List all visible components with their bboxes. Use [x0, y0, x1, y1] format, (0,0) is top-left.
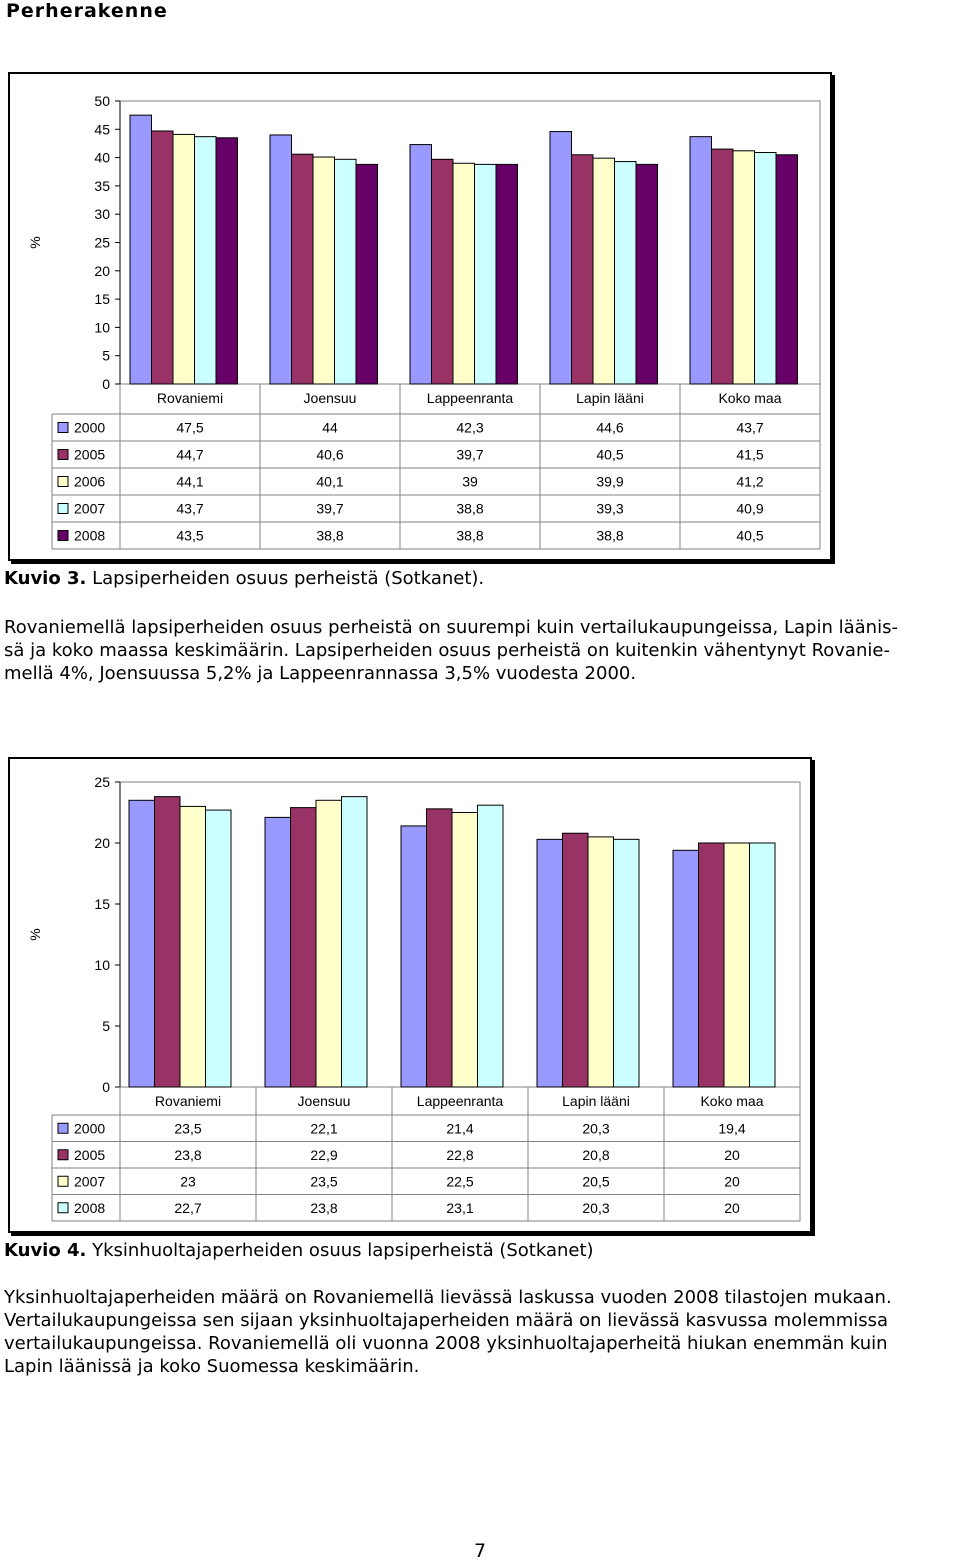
bar-2007-3 — [588, 837, 614, 1087]
figure4-paragraph-line: Vertailukaupungeissa sen sijaan yksinhuoltajaperheiden määrä on lievässä kasvussa molemmissa — [4, 1310, 889, 1331]
data-label: 23,5 — [310, 1173, 338, 1190]
data-label: 39,7 — [316, 500, 344, 517]
y-tick-label: 25 — [94, 234, 110, 251]
figure4-caption-label: Kuvio 4. — [4, 1240, 87, 1261]
y-tick-label: 0 — [102, 1079, 110, 1095]
data-label: 22,1 — [310, 1120, 338, 1137]
bar-2008-2 — [496, 164, 518, 384]
bar-2007-2 — [452, 813, 478, 1088]
bar-2006-3 — [593, 158, 615, 384]
bar-2007-2 — [475, 164, 497, 384]
data-label: 38,8 — [456, 527, 484, 544]
data-label: 38,8 — [316, 527, 344, 544]
category-label: Rovaniemi — [156, 390, 224, 406]
legend-label: 2007 — [74, 1173, 106, 1190]
data-label: 40,5 — [596, 446, 624, 463]
bar-2007-4 — [724, 843, 750, 1087]
figure4-caption-text: Yksinhuoltajaperheiden osuus lapsiperheistä (Sotkanet) — [86, 1240, 594, 1261]
data-label: 23,8 — [310, 1199, 338, 1216]
data-label: 38,8 — [596, 527, 624, 544]
data-label: 19,4 — [718, 1120, 746, 1137]
data-label: 20 — [724, 1199, 740, 1216]
bar-2005-3 — [572, 155, 594, 384]
data-label: 43,7 — [176, 500, 204, 517]
legend-label: 2007 — [74, 500, 106, 517]
bar-2000-1 — [265, 817, 291, 1087]
data-label: 40,6 — [316, 446, 344, 463]
legend-label: 2005 — [74, 446, 106, 463]
y-tick-label: 5 — [102, 347, 110, 364]
category-label: Joensuu — [303, 390, 357, 406]
bar-2007-0 — [195, 137, 217, 384]
bar-2006-2 — [453, 163, 475, 384]
data-label: 23 — [180, 1173, 196, 1190]
data-label: 20 — [724, 1146, 740, 1163]
data-label: 22,5 — [446, 1173, 474, 1190]
category-label: Lapin lääni — [576, 390, 644, 406]
bar-2005-1 — [291, 808, 317, 1087]
legend-label: 2000 — [74, 419, 106, 436]
bar-2007-1 — [335, 159, 357, 384]
legend-key-2000 — [58, 423, 68, 433]
bar-2000-2 — [401, 826, 427, 1087]
y-tick-label: 50 — [94, 93, 110, 109]
legend-key-2005 — [58, 450, 68, 460]
bar-2000-1 — [270, 135, 292, 384]
data-label: 39,7 — [456, 446, 484, 463]
legend-key-2006 — [58, 477, 68, 487]
legend-key-2008 — [58, 531, 68, 541]
figure4-paragraph-line: Yksinhuoltajaperheiden määrä on Rovaniemellä lievässä laskussa vuoden 2008 tilastojen mukaan. — [4, 1287, 892, 1308]
category-label: Lapin lääni — [562, 1093, 630, 1109]
y-tick-label: 0 — [102, 376, 110, 392]
y-axis-title: % — [27, 928, 43, 941]
bar-2000-0 — [130, 115, 152, 384]
legend-key-2005 — [58, 1150, 68, 1160]
bar-2007-1 — [316, 800, 342, 1087]
data-label: 44,7 — [176, 446, 204, 463]
bar-2008-2 — [478, 805, 504, 1087]
y-tick-label: 20 — [94, 262, 110, 279]
chart-lapsiperheet-svg — [10, 74, 830, 559]
data-label: 21,4 — [446, 1120, 474, 1137]
legend-label: 2005 — [74, 1146, 106, 1163]
data-label: 20,5 — [582, 1173, 610, 1190]
bar-2005-1 — [292, 154, 314, 384]
data-label: 44 — [322, 419, 338, 436]
data-label: 22,7 — [174, 1199, 202, 1216]
bar-2008-3 — [614, 839, 640, 1087]
category-label: Lappeenranta — [426, 390, 514, 406]
bar-2005-2 — [427, 809, 453, 1087]
data-label: 20,3 — [582, 1120, 610, 1137]
bar-2008-1 — [342, 797, 368, 1087]
bar-2005-3 — [563, 833, 589, 1087]
bar-2007-3 — [615, 162, 637, 384]
data-label: 22,9 — [310, 1146, 338, 1163]
figure3-caption-label: Kuvio 3. — [4, 568, 87, 589]
category-label: Lappeenranta — [416, 1093, 504, 1109]
y-tick-label: 45 — [94, 121, 110, 138]
legend-key-2008 — [58, 1203, 68, 1213]
bar-2008-0 — [206, 810, 232, 1087]
bar-2006-1 — [313, 157, 335, 384]
data-label: 44,6 — [596, 419, 624, 436]
y-tick-label: 15 — [94, 291, 110, 308]
figure3-caption-text: Lapsiperheiden osuus perheistä (Sotkanet). — [86, 568, 485, 589]
legend-label: 2008 — [74, 1199, 106, 1216]
category-label: Rovaniemi — [154, 1093, 222, 1109]
bar-2007-4 — [755, 153, 777, 384]
bar-2006-0 — [173, 134, 195, 384]
bar-2000-4 — [690, 137, 712, 384]
figure4-caption — [4, 1240, 594, 1261]
figure4-paragraph-line: vertailukaupungeissa. Rovaniemellä oli vuonna 2008 yksinhuoltajaperheitä hiukan enemmän kuin — [4, 1333, 888, 1354]
data-label: 22,8 — [446, 1146, 474, 1163]
bar-2005-0 — [155, 797, 181, 1087]
data-label: 20,8 — [582, 1146, 610, 1163]
y-tick-label: 10 — [94, 319, 110, 336]
y-tick-label: 20 — [94, 835, 110, 851]
figure3-paragraph-line: mellä 4%, Joensuussa 5,2% ja Lappeenrannassa 3,5% vuodesta 2000. — [4, 663, 637, 684]
bar-2006-4 — [733, 151, 755, 384]
chart-yksinhuoltajat — [8, 757, 812, 1233]
data-label: 23,8 — [174, 1146, 202, 1163]
data-label: 38,8 — [456, 500, 484, 517]
bar-2000-3 — [550, 132, 572, 384]
data-label: 39 — [462, 473, 478, 490]
y-tick-label: 40 — [94, 149, 110, 166]
data-label: 40,1 — [316, 473, 344, 490]
bar-2000-3 — [537, 839, 563, 1087]
bar-2007-0 — [180, 806, 206, 1087]
y-axis-title: % — [27, 236, 43, 249]
figure3-paragraph-line: sä ja koko maassa keskimäärin. Lapsiperheiden osuus perheistä on kuitenkin vähentynyt Rovanie- — [4, 640, 890, 661]
bar-2005-0 — [152, 131, 174, 384]
data-label: 39,9 — [596, 473, 624, 490]
data-label: 43,5 — [176, 527, 204, 544]
bar-2005-2 — [432, 159, 454, 384]
chart-lapsiperheet — [8, 72, 832, 561]
figure4-paragraph-line: Lapin läänissä ja koko Suomessa keskimäärin. — [4, 1356, 420, 1377]
data-label: 42,3 — [456, 419, 484, 436]
bar-2008-1 — [356, 164, 378, 384]
legend-label: 2006 — [74, 473, 106, 490]
data-label: 43,7 — [736, 419, 764, 436]
data-label: 23,1 — [446, 1199, 474, 1216]
figure4-paragraph — [4, 1286, 958, 1378]
bar-2008-0 — [216, 138, 238, 384]
figure3-paragraph-line: Rovaniemellä lapsiperheiden osuus perheistä on suurempi kuin vertailukaupungeissa, Lapin läänis- — [4, 617, 898, 638]
y-tick-label: 10 — [94, 957, 110, 973]
figure3-paragraph — [4, 616, 958, 685]
y-tick-label: 35 — [94, 177, 110, 194]
bar-2000-4 — [673, 850, 699, 1087]
page-number: 7 — [473, 1540, 487, 1562]
data-label: 40,5 — [736, 527, 764, 544]
bar-2008-4 — [750, 843, 776, 1087]
legend-key-2000 — [58, 1123, 68, 1133]
data-label: 40,9 — [736, 500, 764, 517]
data-label: 23,5 — [174, 1120, 202, 1137]
y-tick-label: 5 — [102, 1018, 110, 1034]
y-tick-label: 25 — [94, 774, 110, 790]
legend-label: 2008 — [74, 527, 106, 544]
data-label: 20 — [724, 1173, 740, 1190]
data-label: 44,1 — [176, 473, 204, 490]
data-label: 20,3 — [582, 1199, 610, 1216]
category-label: Joensuu — [297, 1093, 351, 1109]
bar-2000-0 — [129, 800, 155, 1087]
data-label: 41,5 — [736, 446, 764, 463]
legend-label: 2000 — [74, 1120, 106, 1137]
y-tick-label: 30 — [94, 206, 110, 223]
chart-yksinhuoltajat-svg — [10, 759, 810, 1231]
category-label: Koko maa — [700, 1093, 764, 1109]
legend-key-2007 — [58, 1176, 68, 1186]
y-tick-label: 15 — [94, 896, 110, 912]
bar-2000-2 — [410, 145, 432, 384]
bar-2008-4 — [776, 155, 798, 384]
legend-key-2007 — [58, 504, 68, 514]
page-heading: Perherakenne — [6, 0, 168, 22]
data-label: 47,5 — [176, 419, 204, 436]
category-label: Koko maa — [718, 390, 782, 406]
bar-2008-3 — [636, 164, 658, 384]
bar-2005-4 — [712, 149, 734, 384]
bar-2005-4 — [699, 843, 725, 1087]
data-label: 39,3 — [596, 500, 624, 517]
data-label: 41,2 — [736, 473, 764, 490]
figure3-caption — [4, 568, 484, 589]
